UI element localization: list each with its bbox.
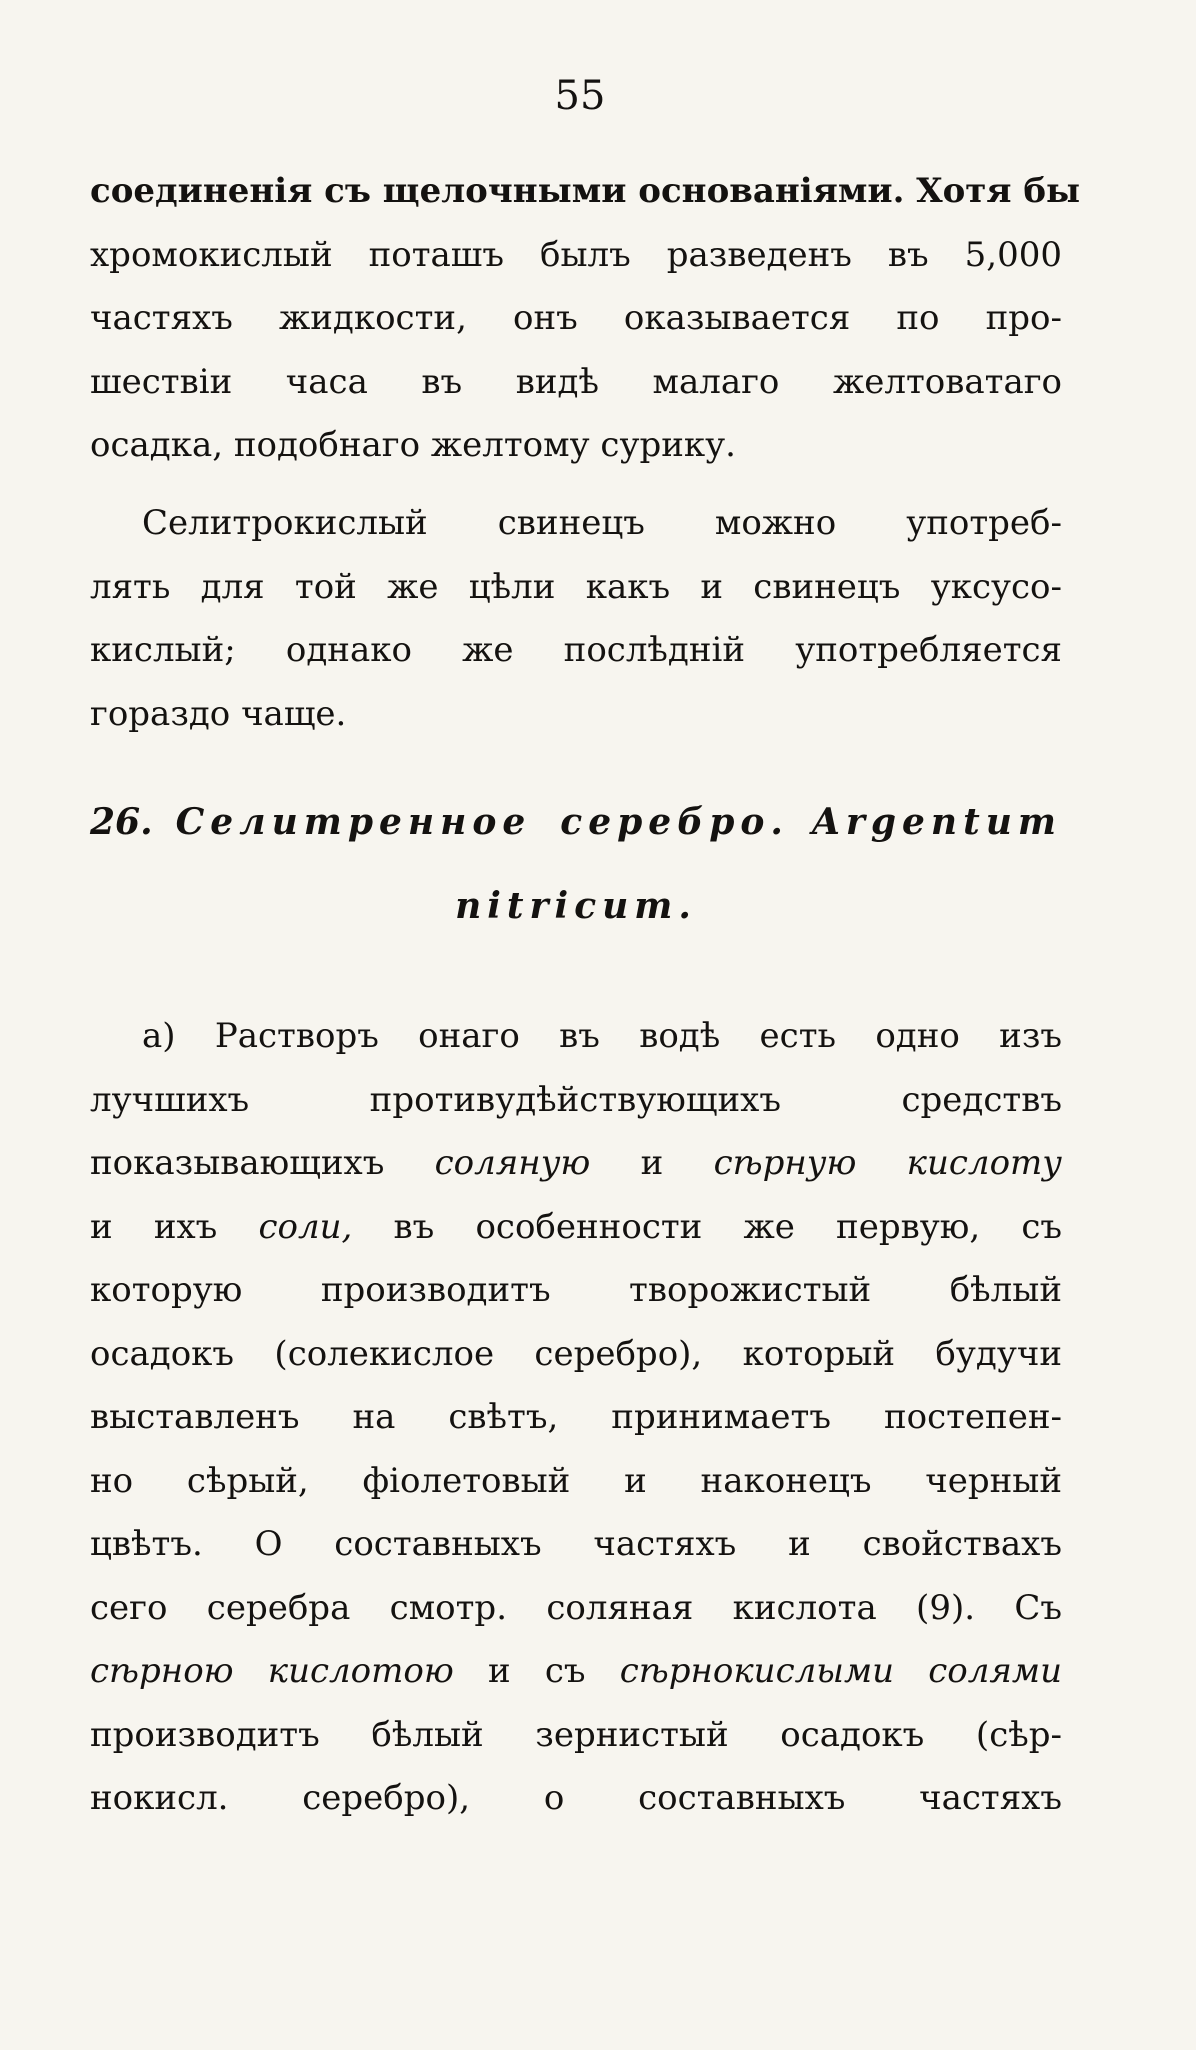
paragraph-1-line: соединенія съ щелочными основаніями. Хотя бы <box>90 171 1081 211</box>
text-run: въ особенности же первую, съ <box>393 1206 1062 1247</box>
paragraph-2-line: лять для той же цѣли какъ и свинецъ уксусо- <box>90 566 1062 607</box>
section-heading-line-2 <box>90 864 1062 948</box>
paragraph-1 <box>90 160 1081 478</box>
text-run: и <box>640 1143 664 1183</box>
paragraph-3-line: выставленъ на свѣтъ, принимаетъ постепен- <box>90 1397 1062 1437</box>
section-title-russian: Селитренное серебро. <box>175 801 789 843</box>
paragraph-1-line: шествіи часа въ видѣ малаго желтоватаго <box>90 361 1062 402</box>
paragraph-3-line <box>90 1196 1062 1260</box>
text-run: показывающихъ <box>90 1143 385 1183</box>
page-number: 55 <box>554 73 606 119</box>
paragraph-3-line: лучшихъ противудѣйствующихъ средствъ <box>90 1079 1062 1120</box>
paragraph-3-line <box>90 1640 1062 1704</box>
paragraph-2-line: кислый; однако же послѣдній употребляется <box>90 630 1062 670</box>
section-number: 26. <box>90 801 153 843</box>
paragraph-3-line: нокисл. серебро), о составныхъ частяхъ <box>90 1778 1062 1818</box>
paragraph-3-line <box>90 1132 1062 1196</box>
paragraph-3-line: a) Растворъ онаго въ водѣ есть одно изъ <box>142 1016 1062 1056</box>
section-title-latin-cont: nitricum. <box>455 885 697 927</box>
italic-term: соляную <box>434 1143 591 1183</box>
text-run: и съ <box>487 1651 586 1691</box>
italic-term: соли, <box>258 1206 353 1247</box>
paragraph-1-line: частяхъ жидкости, онъ оказывается по про- <box>90 298 1062 338</box>
section-heading-line-1 <box>90 780 1062 864</box>
paragraph-3-line: производитъ бѣлый зернистый осадокъ (сѣр- <box>90 1714 1062 1755</box>
text-run: и ихъ <box>90 1206 218 1247</box>
paragraph-3-line: осадокъ (солекислое серебро), который будучи <box>90 1333 1062 1374</box>
paragraph-2-line: Селитрокислый свинецъ можно употреб- <box>142 503 1062 543</box>
italic-term: сѣрною кислотою <box>90 1651 454 1691</box>
paragraph-2 <box>90 492 1062 746</box>
section-heading <box>90 780 1062 948</box>
italic-term: сѣрную кислоту <box>713 1143 1062 1183</box>
paragraph-3-line: но сѣрый, фіолетовый и наконецъ черный <box>90 1460 1062 1501</box>
paragraph-3-line: сего серебра смотр. соляная кислота (9). Съ <box>90 1587 1062 1628</box>
section-title-latin: Argentum <box>811 801 1062 843</box>
paragraph-3-line: цвѣтъ. О составныхъ частяхъ и свойствахъ <box>90 1524 1062 1564</box>
paragraph-3-line: которую производитъ творожистый бѣлый <box>90 1270 1062 1310</box>
paragraph-1-line: осадка, подобнаго желтому сурику. <box>90 425 736 465</box>
paragraph-1-line: хромокислый поташъ былъ разведенъ въ 5,000 <box>90 234 1062 275</box>
paragraph-2-line: гораздо чаще. <box>90 693 347 734</box>
paragraph-3 <box>90 1005 1062 1831</box>
italic-term: сѣрнокислыми солями <box>619 1651 1062 1691</box>
